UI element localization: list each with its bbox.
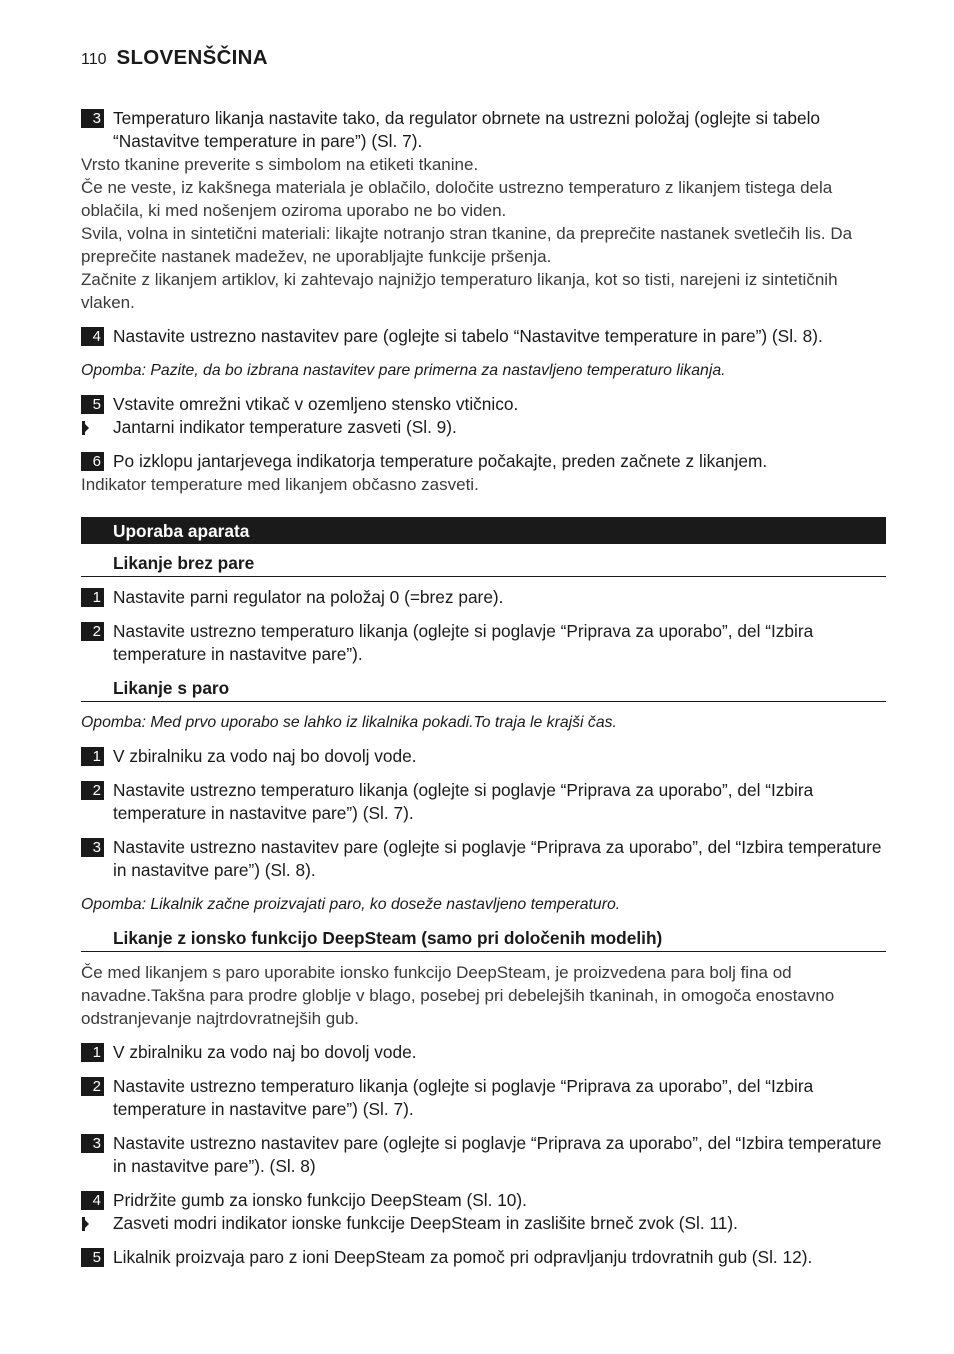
step-text: Nastavite parni regulator na položaj 0 (=brez pare). [113, 587, 504, 607]
subheading-steam-ironing: Likanje s paro [81, 677, 886, 702]
step-number: 2 [81, 1077, 104, 1096]
step-number: 4 [81, 1191, 104, 1210]
step-set-temperature [81, 107, 886, 153]
step-number: 5 [81, 1248, 104, 1267]
step-text: Nastavite ustrezno nastavitev pare (oglejte si tabelo “Nastavitve temperature in pare”) (Sl. 8). [113, 326, 823, 346]
paragraph: Če ne veste, iz kakšnega materiala je oblačilo, določite ustrezno temperaturo z likanjem tistega dela oblačila, ki med nošenjem oziroma uporabo ne bo viden. [81, 178, 833, 220]
step-text: Temperaturo likanja nastavite tako, da regulator obrnete na ustrezni položaj (oglejte si tabelo “Nastavitve temperature in pare”) (Sl. 7). [113, 108, 821, 151]
step-text: Nastavite ustrezno nastavitev pare (oglejte si poglavje “Priprava za uporabo”, del “Izbira temperature in nastavitve pare”). (Sl. 8) [113, 1133, 882, 1176]
step-number: 3 [81, 838, 104, 857]
step-text: Nastavite ustrezno temperaturo likanja (oglejte si poglavje “Priprava za uporabo”, del “Izbira temperature in nastavitve pare”) (Sl. 7). [113, 1076, 814, 1119]
note-steam-starts: Opomba: Likalnik začne proizvajati paro, ko doseže nastavljeno temperaturo. [81, 896, 621, 913]
language-title: SLOVENŠČINA [116, 46, 268, 69]
subheading-deepsteam: Likanje z ionsko funkcijo DeepSteam (samo pri določenih modelih) [81, 927, 886, 952]
step-set-temperature-steam [81, 779, 886, 825]
section-title-uporaba: Uporaba aparata [81, 517, 886, 544]
page-number: 110 [81, 51, 107, 68]
step-number: 3 [81, 1134, 104, 1153]
step-number: 3 [81, 109, 104, 128]
bullet-text: Jantarni indikator temperature zasveti (Sl. 9). [113, 417, 457, 437]
deepsteam-intro: Če med likanjem s paro uporabite ionsko funkcijo DeepSteam, je proizvedena para bolj fina od navadne.Takšna para prodre globlje v blago, posebej pri debelejših tkaninah, in omogoča enostavno odstranjevanje najtrdovratnejših gub. [81, 963, 835, 1028]
subheading-ironing-without-steam: Likanje brez pare [81, 552, 886, 577]
paragraph: Indikator temperature med likanjem občasno zasveti. [81, 475, 479, 494]
step-hold-deepsteam-button [81, 1189, 886, 1212]
note-steam-setting: Opomba: Pazite, da bo izbrana nastavitev pare primerna za nastavljeno temperaturo likanja. [81, 362, 726, 379]
step-number: 1 [81, 747, 104, 766]
paragraph: Začnite z likanjem artiklov, ki zahtevajo najnižjo temperaturo likanja, kot so tisti, narejeni iz sintetičnih vlaken. [81, 270, 838, 312]
triangle-bullet-icon [82, 1217, 89, 1231]
fabric-guidance [81, 153, 886, 314]
step-fill-water-deepsteam [81, 1041, 886, 1064]
page-content [81, 107, 886, 1280]
page-header [81, 46, 268, 70]
step-set-temperature-dry [81, 620, 886, 666]
bullet-blue-light [81, 1212, 886, 1235]
step-number: 1 [81, 588, 104, 607]
step-text: Po izklopu jantarjevega indikatorja temperature počakajte, preden začnete z likanjem. [113, 451, 768, 471]
step-text: Nastavite ustrezno temperaturo likanja (oglejte si poglavje “Priprava za uporabo”, del “Izbira temperature in nastavitve pare”) (Sl. 7). [113, 780, 814, 823]
triangle-bullet-icon [82, 421, 89, 435]
step-text: Nastavite ustrezno nastavitev pare (oglejte si poglavje “Priprava za uporabo”, del “Izbira temperature in nastavitve pare”) (Sl. 8). [113, 837, 882, 880]
step-fill-water [81, 745, 886, 768]
step-text: Likalnik proizvaja paro z ioni DeepSteam za pomoč pri odpravljanju trdovratnih gub (Sl. 12). [113, 1247, 813, 1267]
step-set-steam-level [81, 836, 886, 882]
bullet-amber-light [81, 416, 886, 439]
step-number: 6 [81, 452, 104, 471]
step-set-temperature-deepsteam [81, 1075, 886, 1121]
step-wait-indicator [81, 450, 886, 473]
step-number: 1 [81, 1043, 104, 1062]
step-number: 2 [81, 622, 104, 641]
step-text: Vstavite omrežni vtikač v ozemljeno stensko vtičnico. [113, 394, 519, 414]
step-text: Nastavite ustrezno temperaturo likanja (oglejte si poglavje “Priprava za uporabo”, del “Izbira temperature in nastavitve pare”). [113, 621, 814, 664]
step-text: Pridržite gumb za ionsko funkcijo DeepSteam (Sl. 10). [113, 1190, 527, 1210]
paragraph: Svila, volna in sintetični materiali: likajte notranjo stran tkanine, da preprečite nastanek svetlečih lis. Da preprečite nastanek madežev, ne uporabljajte funkcije pršenja. [81, 224, 853, 266]
step-set-steam-deepsteam [81, 1132, 886, 1178]
step-text: V zbiralniku za vodo naj bo dovolj vode. [113, 1042, 417, 1062]
note-first-use-smoke: Opomba: Med prvo uporabo se lahko iz likalnika pokadi.To traja le krajši čas. [81, 714, 617, 731]
step-plug-in [81, 393, 886, 416]
step-number: 2 [81, 781, 104, 800]
step-number: 4 [81, 327, 104, 346]
bullet-text: Zasveti modri indikator ionske funkcije DeepSteam in zaslišite brneč zvok (Sl. 11). [113, 1213, 738, 1233]
step-steam-off [81, 586, 886, 609]
step-deepsteam-ions [81, 1246, 886, 1269]
step-text: V zbiralniku za vodo naj bo dovolj vode. [113, 746, 417, 766]
step-set-steam [81, 325, 886, 348]
paragraph: Vrsto tkanine preverite s simbolom na etiketi tkanine. [81, 155, 479, 174]
step-number: 5 [81, 395, 104, 414]
